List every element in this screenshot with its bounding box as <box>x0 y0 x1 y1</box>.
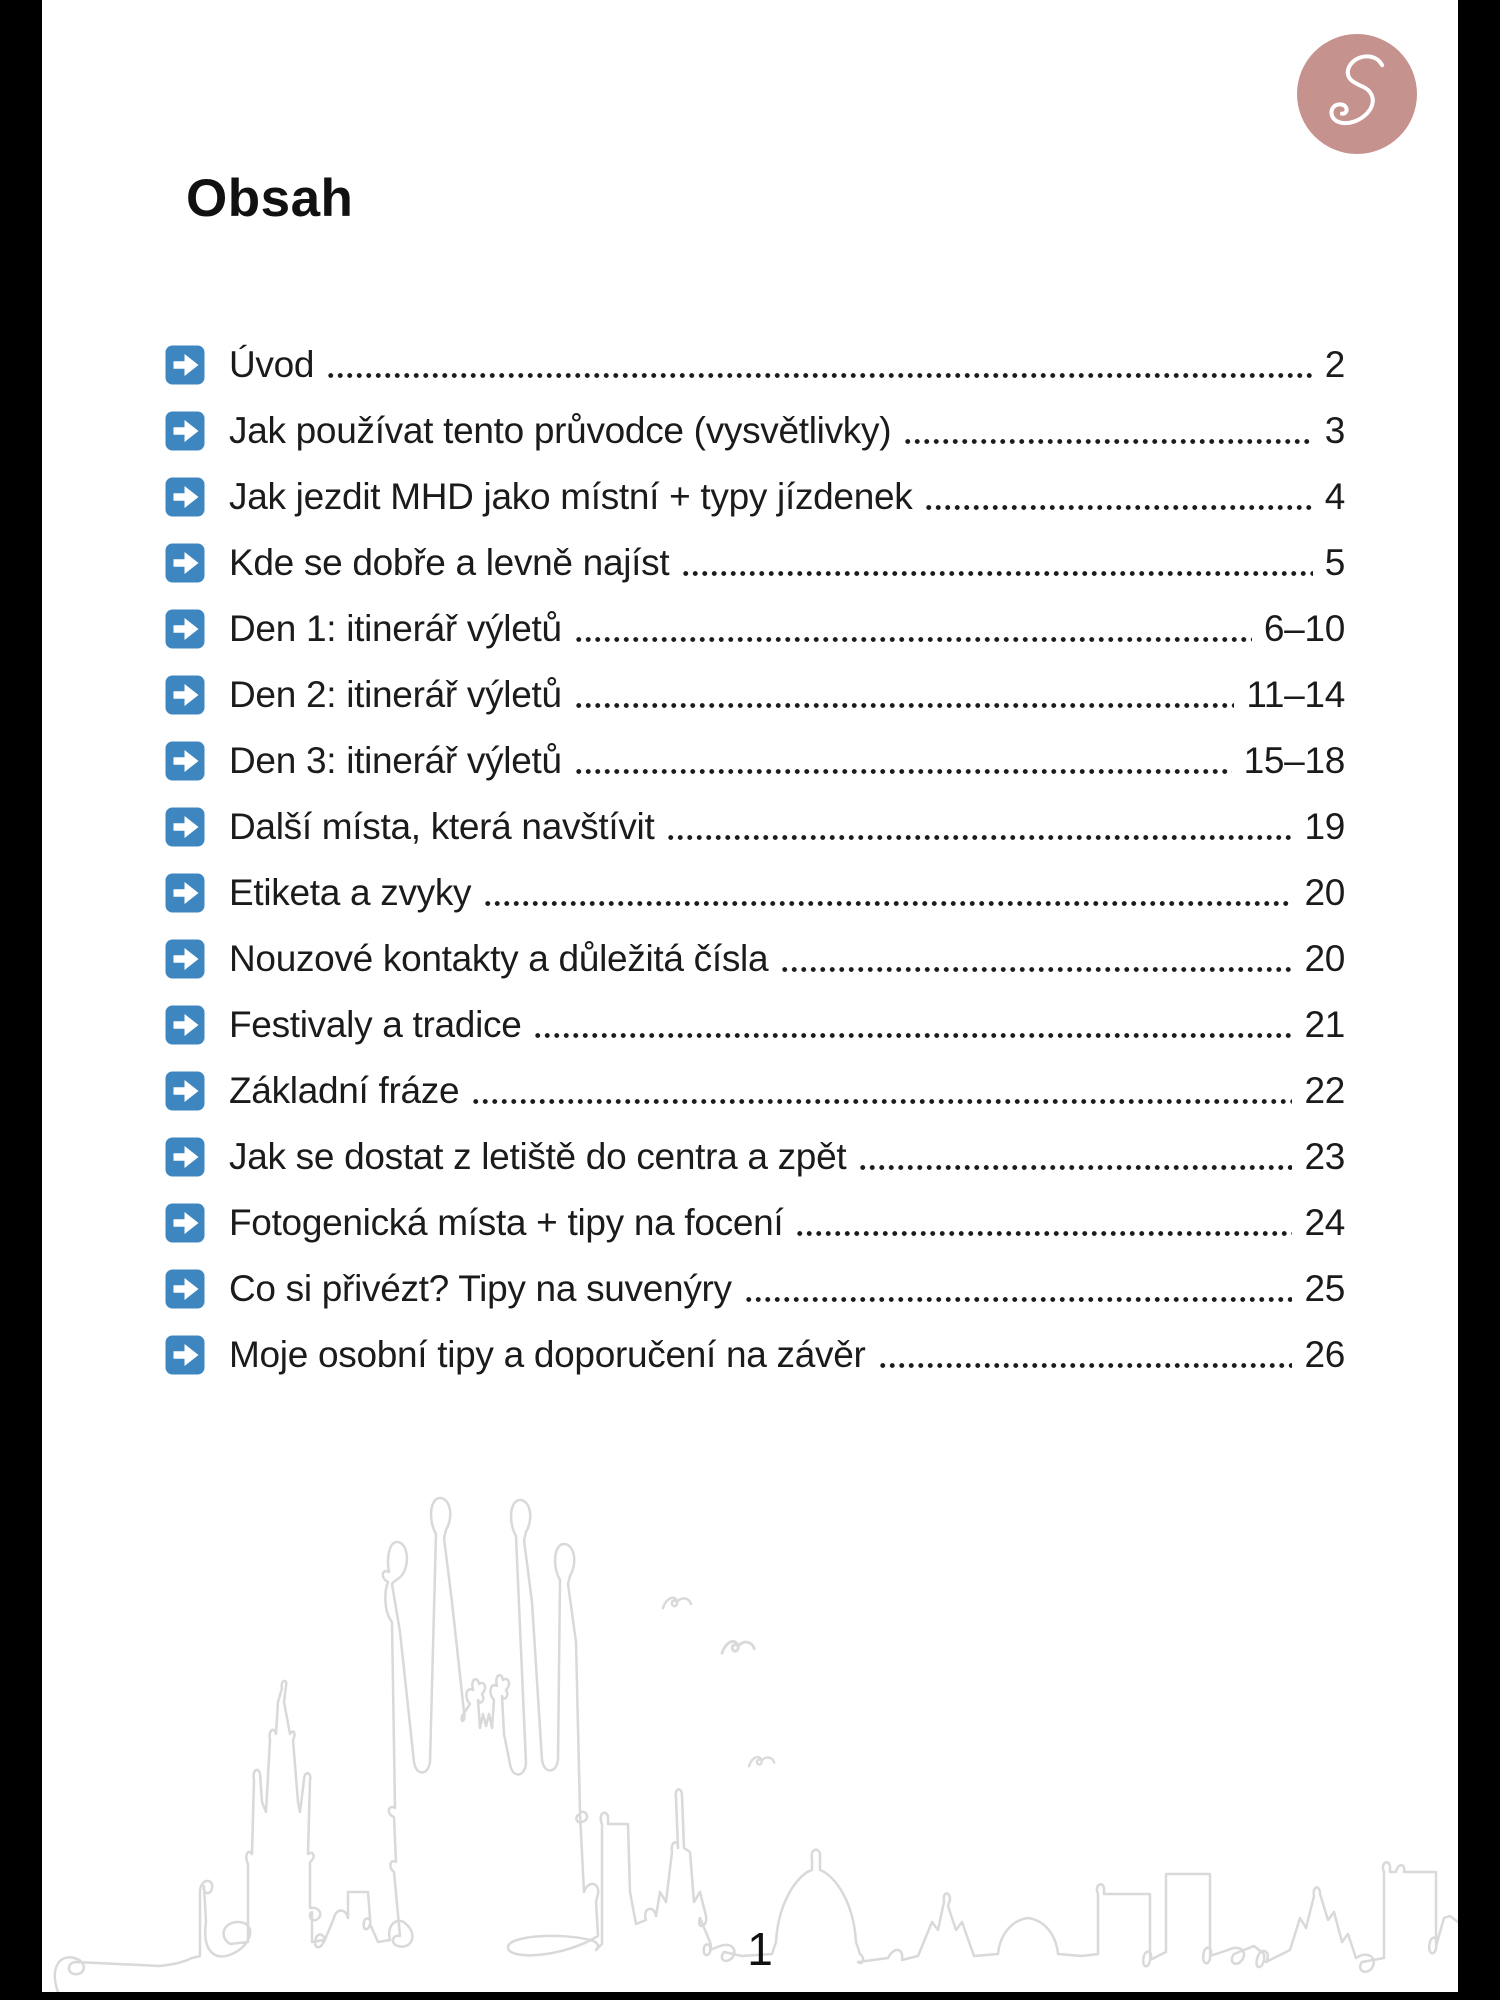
toc-entry[interactable] <box>165 1203 1345 1243</box>
arrow-right-icon <box>165 543 205 583</box>
toc-dotted-leader <box>574 637 1252 642</box>
toc-entry[interactable] <box>165 1005 1345 1045</box>
page-title: Obsah <box>186 169 354 228</box>
toc-entry[interactable] <box>165 873 1345 913</box>
toc-entry-page: 19 <box>1304 806 1345 847</box>
arrow-right-icon <box>165 1335 205 1375</box>
arrow-right-icon <box>165 807 205 847</box>
toc-entry-label: Kde se dobře a levně najíst <box>229 542 670 583</box>
toc-entry-label: Den 1: itinerář výletů <box>229 608 562 649</box>
toc-entry[interactable] <box>165 675 1345 715</box>
toc-entry[interactable] <box>165 939 1345 979</box>
toc-entry[interactable] <box>165 1335 1345 1375</box>
toc-entry-label: Etiketa a zvyky <box>229 872 472 913</box>
toc-entry-label: Den 3: itinerář výletů <box>229 740 562 781</box>
toc-entry[interactable] <box>165 1071 1345 1111</box>
letterbox-bar-left <box>0 0 42 2000</box>
arrow-right-icon <box>165 675 205 715</box>
skyline-illustration <box>42 1472 1458 1992</box>
toc-entry-page: 25 <box>1304 1268 1345 1309</box>
toc-entry-label: Nouzové kontakty a důležitá čísla <box>229 938 769 979</box>
toc-entry-page: 26 <box>1304 1334 1345 1375</box>
toc-entry-page: 5 <box>1324 542 1345 583</box>
toc-entry-page: 20 <box>1304 938 1345 979</box>
toc-dotted-leader <box>903 439 1313 444</box>
toc-dotted-leader <box>483 901 1292 906</box>
arrow-right-icon <box>165 1005 205 1045</box>
page-number: 1 <box>747 1923 773 1975</box>
toc-entry[interactable] <box>165 345 1345 385</box>
toc-dotted-leader <box>574 703 1235 708</box>
toc-entry-label: Moje osobní tipy a doporučení na závěr <box>229 1334 866 1375</box>
brand-logo <box>1297 34 1417 154</box>
toc-entry-page: 4 <box>1324 476 1345 517</box>
toc-entry-label: Další místa, která navštívit <box>229 806 655 847</box>
bird-icon <box>749 1757 774 1766</box>
toc-entry-label: Co si přivézt? Tipy na suvenýry <box>229 1268 732 1309</box>
toc-entry-label: Jak jezdit MHD jako místní + typy jízdenek <box>229 476 913 517</box>
toc-entry-label: Jak se dostat z letiště do centra a zpět <box>229 1136 847 1177</box>
arrow-right-icon <box>165 1203 205 1243</box>
toc-dotted-leader <box>471 1099 1292 1104</box>
letterbox-bar-bottom <box>0 1992 1500 2000</box>
toc-dotted-leader <box>574 769 1232 774</box>
toc-dotted-leader <box>533 1033 1292 1038</box>
arrow-right-icon <box>165 411 205 451</box>
toc-list <box>165 345 1345 1401</box>
toc-entry-page: 22 <box>1304 1070 1345 1111</box>
toc-entry-label: Den 2: itinerář výletů <box>229 674 562 715</box>
toc-dotted-leader <box>780 967 1292 972</box>
toc-dotted-leader <box>681 571 1312 576</box>
arrow-right-icon <box>165 1269 205 1309</box>
toc-entry-page: 15–18 <box>1243 740 1345 781</box>
toc-entry-page: 24 <box>1304 1202 1345 1243</box>
toc-dotted-leader <box>795 1231 1292 1236</box>
arrow-right-icon <box>165 939 205 979</box>
toc-entry-label: Festivaly a tradice <box>229 1004 522 1045</box>
arrow-right-icon <box>165 1137 205 1177</box>
toc-entry[interactable] <box>165 807 1345 847</box>
arrow-right-icon <box>165 873 205 913</box>
toc-entry-label: Základní fráze <box>229 1070 460 1111</box>
letterbox-bar-right <box>1458 0 1500 2000</box>
toc-entry[interactable] <box>165 1269 1345 1309</box>
arrow-right-icon <box>165 1071 205 1111</box>
toc-entry-page: 20 <box>1304 872 1345 913</box>
toc-dotted-leader <box>878 1363 1293 1368</box>
toc-entry-page: 6–10 <box>1263 608 1345 649</box>
toc-entry-page: 21 <box>1304 1004 1345 1045</box>
arrow-right-icon <box>165 345 205 385</box>
toc-entry-page: 11–14 <box>1246 674 1345 715</box>
script-s-icon <box>1297 34 1417 154</box>
toc-dotted-leader <box>666 835 1292 840</box>
toc-entry-label: Jak používat tento průvodce (vysvětlivky) <box>229 410 892 451</box>
toc-entry-label: Úvod <box>229 344 315 385</box>
toc-entry[interactable] <box>165 477 1345 517</box>
toc-dotted-leader <box>924 505 1312 510</box>
toc-dotted-leader <box>326 373 1313 378</box>
arrow-right-icon <box>165 477 205 517</box>
arrow-right-icon <box>165 609 205 649</box>
skyline-line <box>55 1498 1458 1992</box>
toc-entry[interactable] <box>165 411 1345 451</box>
bird-icon <box>722 1641 754 1653</box>
toc-entry[interactable] <box>165 543 1345 583</box>
toc-dotted-leader <box>858 1165 1292 1170</box>
toc-dotted-leader <box>744 1297 1293 1302</box>
arrow-right-icon <box>165 741 205 781</box>
toc-entry-page: 2 <box>1324 344 1345 385</box>
toc-entry[interactable] <box>165 1137 1345 1177</box>
bird-icon <box>663 1598 691 1608</box>
toc-entry-page: 23 <box>1304 1136 1345 1177</box>
toc-entry[interactable] <box>165 609 1345 649</box>
toc-entry[interactable] <box>165 741 1345 781</box>
toc-entry-page: 3 <box>1324 410 1345 451</box>
toc-entry-label: Fotogenická místa + tipy na focení <box>229 1202 784 1243</box>
